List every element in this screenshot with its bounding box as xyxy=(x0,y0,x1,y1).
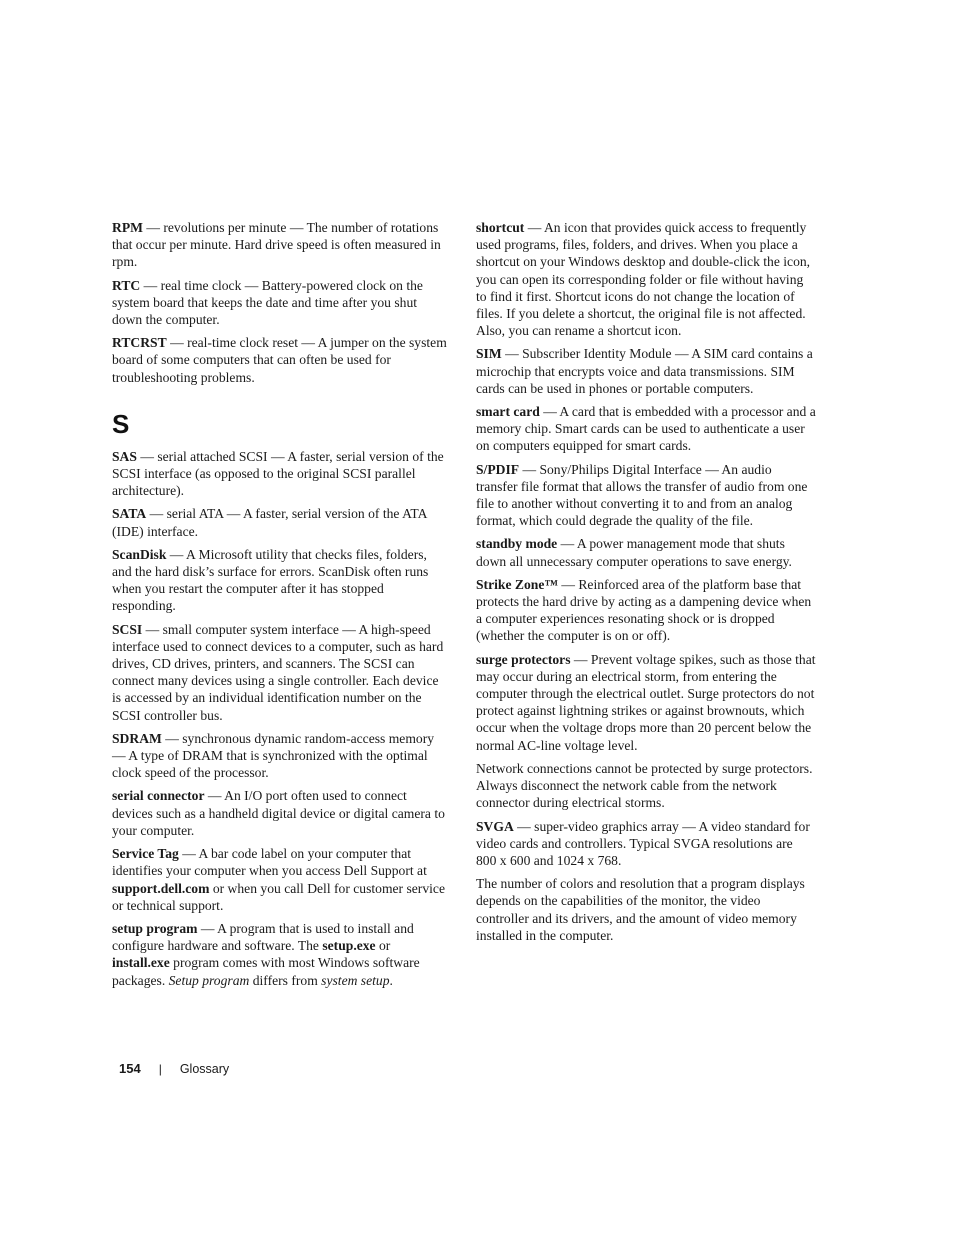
glossary-term: Service Tag xyxy=(112,846,179,862)
glossary-definition: — serial ATA — A faster, serial version of the ATA (IDE) interface. xyxy=(112,506,427,539)
glossary-paragraph: Network connections cannot be protected by surge protectors. Always disconnect the network cable from the network connector during electrical storms. xyxy=(476,760,813,811)
glossary-definition: — Prevent voltage spikes, such as those that may occur during an electrical storm, from entering the computer through the electrical outlet. Surge protectors do not protect against lightning strikes or against brownouts, which occur when the voltage drops more than 20 percent below the normal AC-line voltage level. xyxy=(476,651,816,753)
glossary-entry-smart-card xyxy=(476,403,816,455)
right-column xyxy=(476,219,816,950)
glossary-definition: — real time clock — Battery-powered clock on the system board that keeps the date and time after you shut down the computer. xyxy=(112,277,423,328)
glossary-definition: . xyxy=(389,972,393,988)
glossary-definition: — real-time clock reset — A jumper on the system board of some computers that can often be used for troubleshooting problems. xyxy=(112,335,447,385)
glossary-entry-strike-zone xyxy=(476,576,816,645)
glossary-entry-sim xyxy=(476,345,816,397)
glossary-definition: differs from xyxy=(249,972,322,988)
italic-term: system setup xyxy=(321,972,390,988)
glossary-definition: — A bar code label on your computer that identifies your computer when you access Dell Support at xyxy=(112,846,427,879)
glossary-term: RTCRST xyxy=(112,335,167,351)
section-heading-s: S xyxy=(112,408,130,439)
glossary-definition: — Subscriber Identity Module — A SIM card contains a microchip that encrypts voice and data transmissions. SIM cards can be used in phones or portable computers. xyxy=(476,346,813,396)
glossary-term: surge protectors xyxy=(476,651,571,667)
glossary-entry-sas xyxy=(112,448,448,500)
glossary-definition: or xyxy=(375,938,391,954)
glossary-term: Strike Zone™ xyxy=(476,576,558,592)
glossary-definition: — small computer system interface — A high-speed interface used to connect devices to a computer, such as hard drives, CD drives, printers, and scanners. The SCSI can connect many devices using a single controller. Each device is accessed by an individual identification number on the SCSI controller bus. xyxy=(112,621,444,723)
glossary-entry-sata xyxy=(112,505,448,539)
glossary-entry-service-tag xyxy=(112,845,448,914)
italic-term: Setup program xyxy=(168,972,250,988)
glossary-entry-rpm xyxy=(112,219,448,271)
glossary-definition: — A card that is embedded with a processor and a memory chip. Smart cards can be used to authenticate a user on computers equipped for smart cards. xyxy=(476,404,816,454)
glossary-entry-sdram xyxy=(112,730,448,782)
glossary-definition: — A program that is used to install and configure hardware and software. The xyxy=(112,920,414,954)
glossary-entry-rtcrst xyxy=(112,334,448,386)
footer-section-title: Glossary xyxy=(179,1061,230,1076)
glossary-entry-setup-program xyxy=(112,920,448,989)
support-site-text: support.dell.com xyxy=(112,880,210,896)
glossary-definition: — Sony/Philips Digital Interface — An audio transfer file format that allows the transfer of audio from one file to another without converting it to and from an analog format, which could degrade the quality of the file. xyxy=(476,461,808,529)
glossary-term: S/PDIF xyxy=(476,461,520,477)
glossary-definition: program comes with most Windows software packages. xyxy=(112,955,420,988)
glossary-term: SCSI xyxy=(112,621,143,637)
glossary-definition: or when you call Dell for customer service or technical support. xyxy=(112,880,445,913)
glossary-definition: — An I/O port often used to connect devices such as a handheld digital device or digital camera to your computer. xyxy=(112,788,445,838)
glossary-term: smart card xyxy=(476,404,540,420)
glossary-term: SIM xyxy=(476,346,502,362)
glossary-definition: — serial attached SCSI — A faster, serial version of the SCSI interface (as opposed to the original SCSI parallel architecture). xyxy=(112,448,444,499)
glossary-term: setup program xyxy=(112,920,198,936)
glossary-term: ScanDisk xyxy=(112,546,167,562)
glossary-term: SDRAM xyxy=(112,730,162,746)
glossary-definition: — An icon that provides quick access to frequently used programs, files, folders, and drives. When you place a shortcut on your Windows desktop and double-click the icon, you can open its corresponding folder or file without having to find it first. Shortcut icons do not change the location of files. If you delete a shortcut, the original file is not affected. Also, you can rename a shortcut icon. xyxy=(476,220,811,339)
filename-install-exe: install.exe xyxy=(112,955,170,971)
glossary-definition: — super-video graphics array — A video standard for video cards and controllers. Typical SVGA resolutions are 800 x 600 and 1024 x 768. xyxy=(476,818,810,868)
glossary-entry-rtc xyxy=(112,277,448,329)
glossary-paragraph: The number of colors and resolution that a program displays depends on the capabilities of the monitor, the video controller and its drivers, and the amount of video memory installed in the computer. xyxy=(476,876,805,943)
glossary-term: standby mode xyxy=(476,536,558,552)
glossary-entry-scandisk xyxy=(112,546,448,615)
filename-setup-exe: setup.exe xyxy=(322,938,376,954)
glossary-entry-standby-mode xyxy=(476,535,816,569)
glossary-entry-serial-connector xyxy=(112,787,448,839)
glossary-term: SAS xyxy=(112,448,137,464)
glossary-term: SATA xyxy=(112,506,147,522)
glossary-entry-shortcut xyxy=(476,219,816,339)
glossary-entry-svga xyxy=(476,818,816,870)
glossary-entry-surge-protectors xyxy=(476,651,816,754)
footer-separator: | xyxy=(158,1061,162,1076)
glossary-definition: — revolutions per minute — The number of rotations that occur per minute. Hard drive speed is often measured in rpm. xyxy=(112,220,441,270)
glossary-definition: — A power management mode that shuts down all unnecessary computer operations to save energy. xyxy=(476,536,792,569)
page-footer xyxy=(119,1061,229,1076)
glossary-term: SVGA xyxy=(476,818,514,834)
glossary-entry-spdif xyxy=(476,461,816,530)
glossary-term: RPM xyxy=(112,220,143,235)
glossary-definition: — Reinforced area of the platform base that protects the hard drive by acting as a dampening device when a computer experiences resonating shock or is dropped (whether the computer is on or off). xyxy=(476,576,812,644)
page-number: 154 xyxy=(119,1061,141,1076)
glossary-definition: — A Microsoft utility that checks files, folders, and the hard disk’s surface for errors. ScanDisk often runs when you restart the computer after it has stopped responding. xyxy=(112,546,429,614)
glossary-term: RTC xyxy=(112,277,141,293)
glossary-term: serial connector xyxy=(112,788,205,804)
glossary-entry-scsi xyxy=(112,621,448,724)
glossary-definition: — synchronous dynamic random-access memory — A type of DRAM that is synchronized with the optimal clock speed of the processor. xyxy=(112,730,435,781)
left-column xyxy=(112,219,448,995)
glossary-term: shortcut xyxy=(476,220,525,235)
